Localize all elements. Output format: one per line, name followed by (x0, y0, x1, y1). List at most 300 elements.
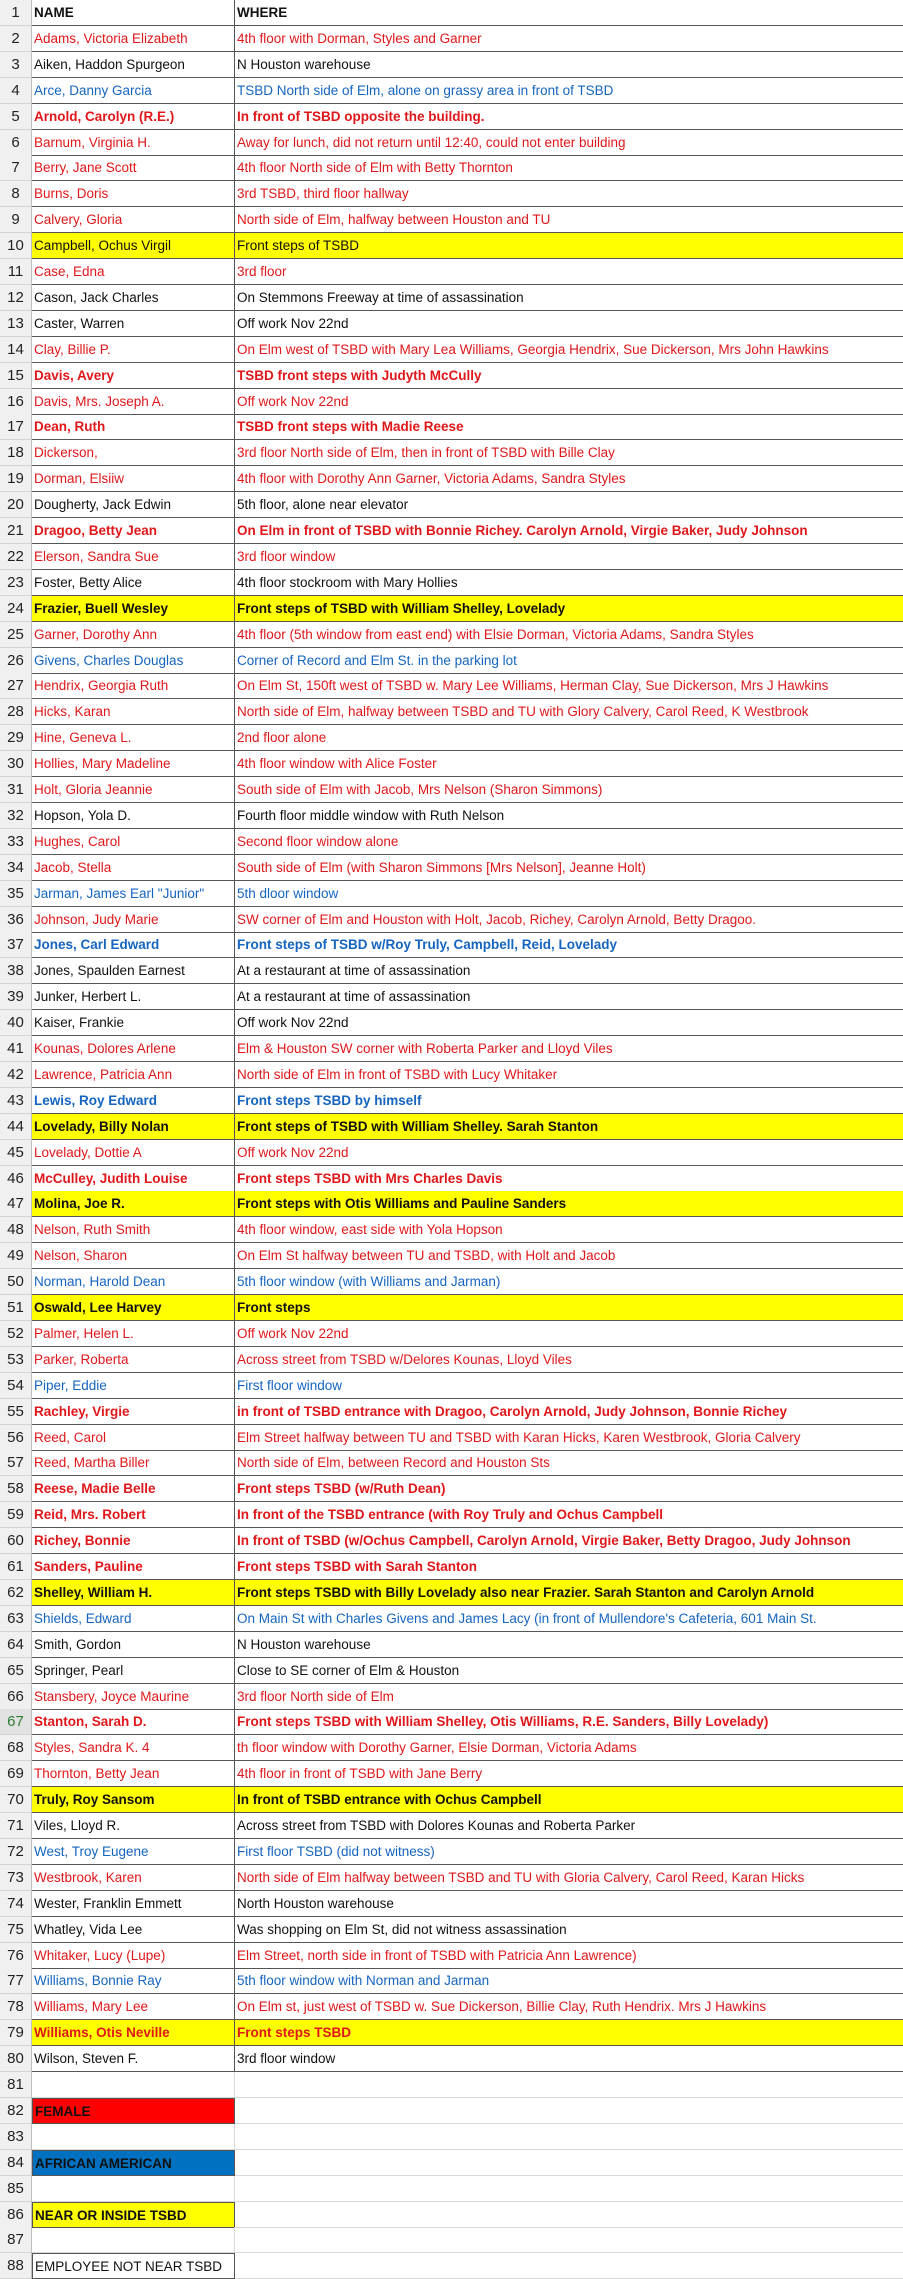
row-header[interactable]: 15 (0, 363, 32, 389)
cell-where[interactable]: On Elm St, 150ft west of TSBD w. Mary Lee Williams, Herman Clay, Sue Dickerson, Mrs J Hawkins (235, 673, 903, 699)
cell-name[interactable]: NEAR OR INSIDE TSBD (32, 2202, 235, 2228)
cell-name[interactable]: Whatley, Vida Lee (32, 1917, 235, 1943)
row-header[interactable]: 68 (0, 1735, 32, 1761)
cell-where[interactable]: 3rd floor North side of Elm (235, 1684, 903, 1710)
table-row (0, 259, 903, 285)
table-row (0, 1502, 903, 1528)
row-header[interactable]: 69 (0, 1761, 32, 1787)
cell-name[interactable]: Hine, Geneva L. (32, 725, 235, 751)
cell-where[interactable]: Off work Nov 22nd (235, 311, 903, 337)
row-header[interactable]: 65 (0, 1658, 32, 1684)
table-row (0, 1425, 903, 1451)
row-header[interactable]: 35 (0, 881, 32, 907)
row-header[interactable]: 86 (0, 2202, 32, 2228)
cell-where[interactable]: Front steps TSBD (235, 2020, 903, 2046)
cell-where[interactable]: North side of Elm in front of TSBD with Lucy Whitaker (235, 1062, 903, 1088)
cell-name[interactable]: Clay, Billie P. (32, 337, 235, 363)
row-header[interactable]: 3 (0, 52, 32, 78)
row-header[interactable]: 81 (0, 2072, 32, 2098)
cell-where[interactable]: Front steps TSBD by himself (235, 1088, 903, 1114)
cell-name[interactable]: Dickerson, (32, 440, 235, 466)
cell-where[interactable] (235, 2176, 903, 2202)
row-header[interactable]: 57 (0, 1450, 32, 1476)
row-header[interactable]: 6 (0, 130, 32, 156)
row-header[interactable]: 26 (0, 648, 32, 674)
cell-name[interactable]: Palmer, Helen L. (32, 1321, 235, 1347)
cell-where[interactable]: 5th floor window (with Williams and Jarman) (235, 1269, 903, 1295)
row-header[interactable]: 78 (0, 1994, 32, 2020)
row-header[interactable]: 34 (0, 855, 32, 881)
cell-name[interactable]: FEMALE (32, 2098, 235, 2124)
row-header[interactable]: 36 (0, 907, 32, 933)
row-header[interactable]: 48 (0, 1217, 32, 1243)
row-header[interactable]: 58 (0, 1476, 32, 1502)
cell-name[interactable]: Garner, Dorothy Ann (32, 622, 235, 648)
row-header[interactable]: 33 (0, 829, 32, 855)
cell-where[interactable]: Front steps TSBD with Billy Lovelady also near Frazier. Sarah Stanton and Carolyn Arnold (235, 1580, 903, 1606)
cell-where[interactable]: 3rd floor (235, 259, 903, 285)
cell-name[interactable]: Rachley, Virgie (32, 1399, 235, 1425)
cell-name[interactable]: Hicks, Karan (32, 699, 235, 725)
row-header[interactable]: 63 (0, 1606, 32, 1632)
cell-name[interactable] (32, 2124, 235, 2150)
cell-where[interactable]: N Houston warehouse (235, 52, 903, 78)
row-header[interactable]: 62 (0, 1580, 32, 1606)
cell-where[interactable]: North side of Elm, halfway between TSBD and TU with Glory Calvery, Carol Reed, K Westbrook (235, 699, 903, 725)
row-header[interactable]: 19 (0, 466, 32, 492)
cell-where[interactable]: 4th floor in front of TSBD with Jane Berry (235, 1761, 903, 1787)
cell-name[interactable]: Shelley, William H. (32, 1580, 235, 1606)
row-header[interactable]: 45 (0, 1140, 32, 1166)
row-header[interactable]: 56 (0, 1425, 32, 1451)
cell-name[interactable]: Jacob, Stella (32, 855, 235, 881)
cell-name[interactable]: Barnum, Virginia H. (32, 130, 235, 156)
row-header[interactable]: 12 (0, 285, 32, 311)
row-header[interactable]: 1 (0, 0, 32, 26)
cell-name[interactable]: Thornton, Betty Jean (32, 1761, 235, 1787)
cell-where[interactable]: At a restaurant at time of assassination (235, 958, 903, 984)
cell-name[interactable]: Arce, Danny Garcia (32, 78, 235, 104)
cell-where[interactable]: On Elm west of TSBD with Mary Lea Williams, Georgia Hendrix, Sue Dickerson, Mrs John Hawkins (235, 337, 903, 363)
table-row (0, 622, 903, 648)
cell-where[interactable]: In front of TSBD (w/Ochus Campbell, Carolyn Arnold, Virgie Baker, Betty Dragoo, Judy Johnson (235, 1528, 903, 1554)
cell-name[interactable]: EMPLOYEE NOT NEAR TSBD (32, 2253, 235, 2279)
row-header[interactable]: 54 (0, 1373, 32, 1399)
cell-where[interactable]: 5th floor window with Norman and Jarman (235, 1968, 903, 1994)
table-row (0, 1787, 903, 1813)
cell-where[interactable]: Off work Nov 22nd (235, 1321, 903, 1347)
cell-name[interactable]: Campbell, Ochus Virgil (32, 233, 235, 259)
cell-where[interactable]: 3rd floor North side of Elm, then in front of TSBD with Bille Clay (235, 440, 903, 466)
cell-where[interactable]: North Houston warehouse (235, 1891, 903, 1917)
row-header[interactable]: 38 (0, 958, 32, 984)
table-row (0, 1709, 903, 1735)
row-header[interactable]: 84 (0, 2150, 32, 2176)
cell-name[interactable] (32, 2176, 235, 2202)
cell-where[interactable]: 3rd TSBD, third floor hallway (235, 181, 903, 207)
row-header[interactable]: 71 (0, 1813, 32, 1839)
row-header[interactable]: 66 (0, 1684, 32, 1710)
cell-name[interactable]: Truly, Roy Sansom (32, 1787, 235, 1813)
row-header[interactable]: 25 (0, 622, 32, 648)
cell-name[interactable]: Richey, Bonnie (32, 1528, 235, 1554)
cell-name[interactable]: Westbrook, Karen (32, 1865, 235, 1891)
row-header[interactable]: 44 (0, 1114, 32, 1140)
cell-where[interactable]: Off work Nov 22nd (235, 1140, 903, 1166)
cell-name[interactable]: Lovelady, Dottie A (32, 1140, 235, 1166)
cell-name[interactable]: Sanders, Pauline (32, 1554, 235, 1580)
cell-where[interactable]: At a restaurant at time of assassination (235, 984, 903, 1010)
cell-name[interactable]: Molina, Joe R. (32, 1191, 235, 1217)
row-header[interactable]: 17 (0, 414, 32, 440)
cell-name[interactable]: Case, Edna (32, 259, 235, 285)
cell-where[interactable]: 2nd floor alone (235, 725, 903, 751)
cell-where[interactable]: Was shopping on Elm St, did not witness assassination (235, 1917, 903, 1943)
cell-where[interactable] (235, 2253, 903, 2279)
cell-name[interactable]: Williams, Bonnie Ray (32, 1968, 235, 1994)
table-row (0, 363, 903, 389)
cell-name[interactable]: Cason, Jack Charles (32, 285, 235, 311)
cell-name[interactable]: Wilson, Steven F. (32, 2046, 235, 2072)
cell-where[interactable]: Across street from TSBD with Dolores Kounas and Roberta Parker (235, 1813, 903, 1839)
row-header[interactable]: 22 (0, 544, 32, 570)
cell-name[interactable]: Williams, Otis Neville (32, 2020, 235, 2046)
cell-name[interactable]: Dragoo, Betty Jean (32, 518, 235, 544)
row-header[interactable]: 10 (0, 233, 32, 259)
table-row (0, 1968, 903, 1994)
row-header[interactable]: 24 (0, 596, 32, 622)
cell-name[interactable]: Foster, Betty Alice (32, 570, 235, 596)
cell-name[interactable]: Nelson, Sharon (32, 1243, 235, 1269)
cell-where[interactable]: On Stemmons Freeway at time of assassination (235, 285, 903, 311)
header-cell-name[interactable]: NAME (32, 0, 235, 26)
row-header[interactable]: 5 (0, 104, 32, 130)
row-header[interactable]: 8 (0, 181, 32, 207)
cell-where[interactable]: Second floor window alone (235, 829, 903, 855)
cell-where[interactable]: North side of Elm halfway between TSBD and TU with Gloria Calvery, Carol Reed, Karan Hicks (235, 1865, 903, 1891)
cell-where[interactable] (235, 2150, 903, 2176)
cell-where[interactable]: Front steps of TSBD with William Shelley. Sarah Stanton (235, 1114, 903, 1140)
cell-name[interactable]: Caster, Warren (32, 311, 235, 337)
row-header[interactable]: 4 (0, 78, 32, 104)
cell-name[interactable]: Burns, Doris (32, 181, 235, 207)
cell-name[interactable]: AFRICAN AMERICAN (32, 2150, 235, 2176)
table-row (0, 1891, 903, 1917)
table-row (0, 1684, 903, 1710)
row-header[interactable]: 53 (0, 1347, 32, 1373)
row-header[interactable]: 73 (0, 1865, 32, 1891)
table-row (0, 907, 903, 933)
cell-where[interactable]: Front steps (235, 1295, 903, 1321)
cell-name[interactable]: Williams, Mary Lee (32, 1994, 235, 2020)
table-row (0, 1217, 903, 1243)
cell-name[interactable]: Whitaker, Lucy (Lupe) (32, 1943, 235, 1969)
cell-name[interactable]: Stanton, Sarah D. (32, 1709, 235, 1735)
cell-where[interactable]: Close to SE corner of Elm & Houston (235, 1658, 903, 1684)
row-header[interactable]: 42 (0, 1062, 32, 1088)
cell-where[interactable] (235, 2202, 903, 2228)
cell-name[interactable]: Calvery, Gloria (32, 207, 235, 233)
cell-name[interactable]: Kounas, Dolores Arlene (32, 1036, 235, 1062)
cell-where[interactable]: On Elm in front of TSBD with Bonnie Richey. Carolyn Arnold, Virgie Baker, Judy Johnson (235, 518, 903, 544)
row-header[interactable]: 67 (0, 1709, 32, 1735)
cell-where[interactable]: TSBD front steps with Judyth McCully (235, 363, 903, 389)
table-row (0, 52, 903, 78)
table-row (0, 1062, 903, 1088)
row-header[interactable]: 37 (0, 932, 32, 958)
cell-where[interactable]: 4th floor with Dorman, Styles and Garner (235, 26, 903, 52)
table-row (0, 2202, 903, 2228)
table-row (0, 155, 903, 181)
cell-where[interactable]: Front steps with Otis Williams and Pauline Sanders (235, 1191, 903, 1217)
cell-name[interactable]: Hendrix, Georgia Ruth (32, 673, 235, 699)
cell-where[interactable]: North side of Elm, between Record and Houston Sts (235, 1450, 903, 1476)
table-row (0, 648, 903, 674)
cell-where[interactable]: In front of the TSBD entrance (with Roy Truly and Ochus Campbell (235, 1502, 903, 1528)
cell-name[interactable]: Viles, Lloyd R. (32, 1813, 235, 1839)
row-header[interactable]: 46 (0, 1166, 32, 1192)
cell-where[interactable]: in front of TSBD entrance with Dragoo, Carolyn Arnold, Judy Johnson, Bonnie Richey (235, 1399, 903, 1425)
cell-name[interactable]: Berry, Jane Scott (32, 155, 235, 181)
cell-where[interactable]: On Elm St halfway between TU and TSBD, with Holt and Jacob (235, 1243, 903, 1269)
cell-where[interactable]: Front steps TSBD with William Shelley, Otis Williams, R.E. Sanders, Billy Lovelady) (235, 1709, 903, 1735)
cell-where[interactable]: Across street from TSBD w/Delores Kounas, Lloyd Viles (235, 1347, 903, 1373)
row-header[interactable]: 74 (0, 1891, 32, 1917)
row-header[interactable]: 41 (0, 1036, 32, 1062)
cell-name[interactable]: McCulley, Judith Louise (32, 1166, 235, 1192)
table-row (0, 699, 903, 725)
cell-name[interactable]: Wester, Franklin Emmett (32, 1891, 235, 1917)
cell-name[interactable]: Davis, Avery (32, 363, 235, 389)
row-header[interactable]: 14 (0, 337, 32, 363)
row-header[interactable]: 49 (0, 1243, 32, 1269)
row-header[interactable]: 13 (0, 311, 32, 337)
table-row (0, 1813, 903, 1839)
cell-name[interactable]: Junker, Herbert L. (32, 984, 235, 1010)
table-row (0, 104, 903, 130)
cell-name[interactable]: Oswald, Lee Harvey (32, 1295, 235, 1321)
row-header[interactable]: 52 (0, 1321, 32, 1347)
row-header[interactable]: 50 (0, 1269, 32, 1295)
cell-name[interactable]: Springer, Pearl (32, 1658, 235, 1684)
cell-name[interactable]: Dean, Ruth (32, 414, 235, 440)
header-cell-where[interactable]: WHERE (235, 0, 903, 26)
cell-name[interactable]: Arnold, Carolyn (R.E.) (32, 104, 235, 130)
cell-where[interactable]: th floor window with Dorothy Garner, Elsie Dorman, Victoria Adams (235, 1735, 903, 1761)
cell-where[interactable]: SW corner of Elm and Houston with Holt, Jacob, Richey, Carolyn Arnold, Betty Dragoo. (235, 907, 903, 933)
cell-name[interactable]: Lawrence, Patricia Ann (32, 1062, 235, 1088)
table-row (0, 1450, 903, 1476)
row-header[interactable]: 64 (0, 1632, 32, 1658)
cell-name[interactable]: Piper, Eddie (32, 1373, 235, 1399)
row-header[interactable]: 31 (0, 777, 32, 803)
cell-where[interactable]: On Elm st, just west of TSBD w. Sue Dickerson, Billie Clay, Ruth Hendrix. Mrs J Hawkins (235, 1994, 903, 2020)
row-header[interactable]: 29 (0, 725, 32, 751)
cell-where[interactable]: Front steps of TSBD w/Roy Truly, Campbell, Reid, Lovelady (235, 932, 903, 958)
row-header[interactable]: 18 (0, 440, 32, 466)
table-row (0, 725, 903, 751)
table-row (0, 1373, 903, 1399)
table-row (0, 181, 903, 207)
cell-name[interactable]: Davis, Mrs. Joseph A. (32, 389, 235, 415)
cell-where[interactable]: 4th floor window with Alice Foster (235, 751, 903, 777)
row-header[interactable]: 80 (0, 2046, 32, 2072)
cell-where[interactable]: Elm Street halfway between TU and TSBD with Karan Hicks, Karen Westbrook, Gloria Calvery (235, 1425, 903, 1451)
cell-where[interactable] (235, 2227, 903, 2253)
cell-name[interactable]: Reed, Carol (32, 1425, 235, 1451)
cell-name[interactable]: Dougherty, Jack Edwin (32, 492, 235, 518)
cell-where[interactable]: 5th dloor window (235, 881, 903, 907)
cell-where[interactable]: 4th floor window, east side with Yola Hopson (235, 1217, 903, 1243)
cell-where[interactable] (235, 2072, 903, 2098)
cell-where[interactable] (235, 2098, 903, 2124)
cell-where[interactable]: On Main St with Charles Givens and James Lacy (in front of Mullendore's Cafeteria, 601 Main St. (235, 1606, 903, 1632)
row-header[interactable]: 59 (0, 1502, 32, 1528)
cell-where[interactable]: Front steps of TSBD with William Shelley, Lovelady (235, 596, 903, 622)
cell-name[interactable]: Norman, Harold Dean (32, 1269, 235, 1295)
cell-name[interactable]: Frazier, Buell Wesley (32, 596, 235, 622)
row-header[interactable]: 20 (0, 492, 32, 518)
cell-where[interactable]: In front of TSBD opposite the building. (235, 104, 903, 130)
cell-name[interactable] (32, 2072, 235, 2098)
row-header[interactable]: 76 (0, 1943, 32, 1969)
table-row (0, 2176, 903, 2202)
table-row (0, 1994, 903, 2020)
row-header[interactable]: 83 (0, 2124, 32, 2150)
cell-name[interactable]: Reed, Martha Biller (32, 1450, 235, 1476)
cell-name[interactable]: Styles, Sandra K. 4 (32, 1735, 235, 1761)
cell-where[interactable]: North side of Elm, halfway between Houston and TU (235, 207, 903, 233)
table-row (0, 1269, 903, 1295)
cell-where[interactable]: N Houston warehouse (235, 1632, 903, 1658)
cell-where[interactable]: 4th floor (5th window from east end) with Elsie Dorman, Victoria Adams, Sandra Styles (235, 622, 903, 648)
cell-where[interactable]: 4th floor North side of Elm with Betty Thornton (235, 155, 903, 181)
cell-name[interactable]: Givens, Charles Douglas (32, 648, 235, 674)
cell-name[interactable]: West, Troy Eugene (32, 1839, 235, 1865)
row-header[interactable]: 70 (0, 1787, 32, 1813)
cell-name[interactable]: Adams, Victoria Elizabeth (32, 26, 235, 52)
table-row (0, 1476, 903, 1502)
cell-name[interactable]: Parker, Roberta (32, 1347, 235, 1373)
cell-where[interactable]: 3rd floor window (235, 2046, 903, 2072)
row-header[interactable]: 72 (0, 1839, 32, 1865)
row-header[interactable]: 23 (0, 570, 32, 596)
row-header[interactable]: 77 (0, 1968, 32, 1994)
row-header[interactable]: 39 (0, 984, 32, 1010)
row-header[interactable]: 75 (0, 1917, 32, 1943)
cell-where[interactable]: First floor window (235, 1373, 903, 1399)
row-header[interactable]: 87 (0, 2227, 32, 2253)
row-header[interactable]: 47 (0, 1191, 32, 1217)
row-header[interactable]: 7 (0, 155, 32, 181)
cell-name[interactable]: Jarman, James Earl "Junior" (32, 881, 235, 907)
row-header[interactable]: 11 (0, 259, 32, 285)
cell-where[interactable]: 5th floor, alone near elevator (235, 492, 903, 518)
cell-where[interactable]: 4th floor with Dorothy Ann Garner, Victoria Adams, Sandra Styles (235, 466, 903, 492)
row-header[interactable]: 28 (0, 699, 32, 725)
row-header[interactable]: 2 (0, 26, 32, 52)
cell-name[interactable]: Lovelady, Billy Nolan (32, 1114, 235, 1140)
cell-name[interactable]: Smith, Gordon (32, 1632, 235, 1658)
row-header[interactable]: 85 (0, 2176, 32, 2202)
cell-name[interactable]: Lewis, Roy Edward (32, 1088, 235, 1114)
row-header[interactable]: 51 (0, 1295, 32, 1321)
cell-name[interactable]: Holt, Gloria Jeannie (32, 777, 235, 803)
cell-where[interactable]: 4th floor stockroom with Mary Hollies (235, 570, 903, 596)
row-header[interactable]: 30 (0, 751, 32, 777)
cell-name[interactable]: Hopson, Yola D. (32, 803, 235, 829)
cell-name[interactable]: Kaiser, Frankie (32, 1010, 235, 1036)
row-header[interactable]: 40 (0, 1010, 32, 1036)
cell-name[interactable]: Stansbery, Joyce Maurine (32, 1684, 235, 1710)
cell-name[interactable]: Jones, Carl Edward (32, 932, 235, 958)
table-row (0, 570, 903, 596)
cell-where[interactable] (235, 2124, 903, 2150)
table-row (0, 1243, 903, 1269)
row-header[interactable]: 88 (0, 2253, 32, 2279)
table-row (0, 233, 903, 259)
cell-name[interactable]: Reid, Mrs. Robert (32, 1502, 235, 1528)
cell-where[interactable]: Elm & Houston SW corner with Roberta Parker and Lloyd Viles (235, 1036, 903, 1062)
cell-where[interactable]: In front of TSBD entrance with Ochus Campbell (235, 1787, 903, 1813)
cell-where[interactable]: Front steps of TSBD (235, 233, 903, 259)
table-row (0, 1010, 903, 1036)
cell-where[interactable]: First floor TSBD (did not witness) (235, 1839, 903, 1865)
cell-name[interactable]: Aiken, Haddon Spurgeon (32, 52, 235, 78)
table-row (0, 1114, 903, 1140)
cell-where[interactable]: Corner of Record and Elm St. in the parking lot (235, 648, 903, 674)
cell-where[interactable]: South side of Elm (with Sharon Simmons [Mrs Nelson], Jeanne Holt) (235, 855, 903, 881)
cell-name[interactable]: Hughes, Carol (32, 829, 235, 855)
cell-name[interactable]: Johnson, Judy Marie (32, 907, 235, 933)
row-header[interactable]: 82 (0, 2098, 32, 2124)
table-row (0, 414, 903, 440)
cell-name[interactable]: Jones, Spaulden Earnest (32, 958, 235, 984)
cell-where[interactable]: Front steps TSBD (w/Ruth Dean) (235, 1476, 903, 1502)
cell-where[interactable]: TSBD front steps with Madie Reese (235, 414, 903, 440)
cell-where[interactable]: Off work Nov 22nd (235, 1010, 903, 1036)
row-header[interactable]: 16 (0, 389, 32, 415)
row-header[interactable]: 27 (0, 673, 32, 699)
cell-where[interactable]: Fourth floor middle window with Ruth Nelson (235, 803, 903, 829)
cell-name[interactable]: Nelson, Ruth Smith (32, 1217, 235, 1243)
row-header[interactable]: 21 (0, 518, 32, 544)
table-row (0, 1088, 903, 1114)
cell-name[interactable]: Dorman, Elsiiw (32, 466, 235, 492)
row-header[interactable]: 9 (0, 207, 32, 233)
cell-where[interactable]: Front steps TSBD with Mrs Charles Davis (235, 1166, 903, 1192)
cell-where[interactable]: Front steps TSBD with Sarah Stanton (235, 1554, 903, 1580)
row-header[interactable]: 61 (0, 1554, 32, 1580)
row-header[interactable]: 55 (0, 1399, 32, 1425)
cell-name[interactable]: Hollies, Mary Madeline (32, 751, 235, 777)
cell-name[interactable]: Elerson, Sandra Sue (32, 544, 235, 570)
row-header[interactable]: 79 (0, 2020, 32, 2046)
cell-where[interactable]: Elm Street, north side in front of TSBD with Patricia Ann Lawrence) (235, 1943, 903, 1969)
cell-name[interactable] (32, 2227, 235, 2253)
cell-name[interactable]: Shields, Edward (32, 1606, 235, 1632)
cell-where[interactable]: South side of Elm with Jacob, Mrs Nelson (Sharon Simmons) (235, 777, 903, 803)
table-row (0, 932, 903, 958)
cell-where[interactable]: Off work Nov 22nd (235, 389, 903, 415)
row-header[interactable]: 32 (0, 803, 32, 829)
cell-where[interactable]: TSBD North side of Elm, alone on grassy area in front of TSBD (235, 78, 903, 104)
row-header[interactable]: 60 (0, 1528, 32, 1554)
cell-where[interactable]: 3rd floor window (235, 544, 903, 570)
cell-where[interactable]: Away for lunch, did not return until 12:40, could not enter building (235, 130, 903, 156)
row-header[interactable]: 43 (0, 1088, 32, 1114)
cell-name[interactable]: Reese, Madie Belle (32, 1476, 235, 1502)
